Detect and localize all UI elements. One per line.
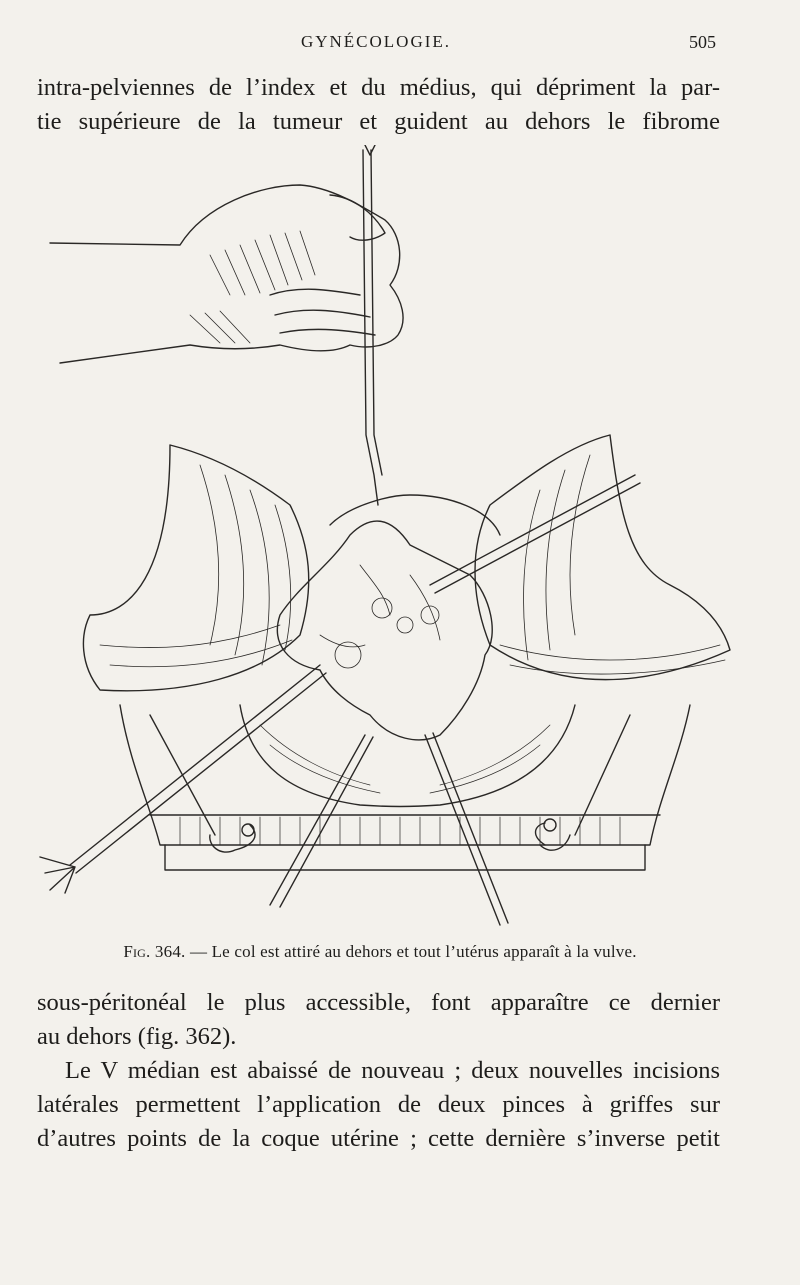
top-paragraph <box>37 71 720 139</box>
text-line: au dehors (fig. 362). <box>37 1023 237 1050</box>
text-line: sous-péritonéal le plus accessible, font apparaître ce dernier <box>37 989 720 1016</box>
left-drape <box>83 445 308 691</box>
text-line: d’autres points de la coque utérine ; cette dernière s’inverse petit <box>37 1125 720 1152</box>
text-line: tie supérieure de la tumeur et guident au dehors le fibrome <box>37 108 720 135</box>
right-drape <box>475 435 730 680</box>
table-outline <box>120 705 690 845</box>
arm-outline <box>50 185 403 363</box>
running-head <box>36 30 716 58</box>
text-line: intra-pelviennes de l’index et du médius, qui dépriment la par- <box>37 74 720 101</box>
lower-left-forceps <box>270 735 373 907</box>
engraving-hysterectomy <box>30 145 750 935</box>
skin-hatching <box>260 725 550 793</box>
surgical-illustration <box>30 145 750 935</box>
running-title: GYNÉCOLOGIE. <box>300 32 452 51</box>
table-edge <box>150 815 660 870</box>
figure-caption <box>40 942 720 962</box>
right-clamp <box>536 715 630 850</box>
left-drape-folds <box>100 465 292 667</box>
claw-tip <box>40 857 75 893</box>
page-number: 505 <box>689 32 716 52</box>
caption-text: — Le col est attiré au dehors et tout l’utérus apparaît à la vulve. <box>189 942 637 961</box>
right-diagonal-instrument <box>430 475 640 593</box>
hand-hatching <box>190 231 315 343</box>
text-line: latérales permettent l’application de deux pinces à griffes sur <box>37 1091 720 1118</box>
left-clamp-ring <box>242 824 254 836</box>
speculum-rim <box>330 495 500 535</box>
caption-label: Fig. 364. <box>123 942 186 961</box>
thumb <box>330 195 385 240</box>
vertical-forceps <box>363 150 382 505</box>
uterus <box>277 521 492 740</box>
text-line: Le V médian est abaissé de nouveau ; deux nouvelles incisions <box>65 1057 720 1084</box>
uterus-texture <box>320 565 440 668</box>
forceps-tip <box>365 145 375 155</box>
fingers <box>270 289 375 335</box>
left-diagonal-instrument <box>70 665 326 873</box>
lower-right-forceps <box>425 733 508 925</box>
bottom-paragraph <box>37 986 720 1156</box>
left-clamp <box>150 715 255 852</box>
right-clamp-ring <box>544 819 556 831</box>
perineum <box>240 705 575 807</box>
